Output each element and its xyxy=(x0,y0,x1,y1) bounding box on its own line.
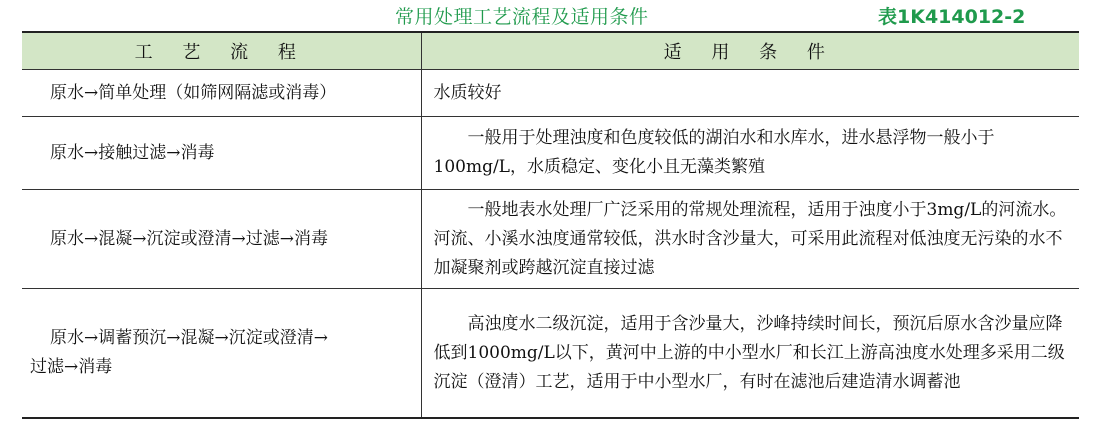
table-number: 表1K414012-2 xyxy=(878,6,1026,28)
header-process: 工 艺 流 程 xyxy=(22,32,421,70)
table-row xyxy=(22,117,1079,190)
condition-cell: 一般用于处理浊度和色度较低的湖泊水和水库水，进水悬浮物一般小于100mg/L，水质稳定、变化小且无藻类繁殖 xyxy=(421,117,1079,190)
table-row xyxy=(22,70,1079,117)
condition-cell: 水质较好 xyxy=(421,70,1079,117)
process-cell: 原水→简单处理（如筛网隔滤或消毒） xyxy=(22,70,421,117)
table-title: 常用处理工艺流程及适用条件 xyxy=(395,6,649,28)
process-line: 原水→调蓄预沉→混凝→沉淀或澄清→ xyxy=(50,328,328,348)
table-caption xyxy=(0,0,1100,30)
table-row xyxy=(22,289,1079,419)
table-row xyxy=(22,190,1079,289)
header-row xyxy=(22,32,1079,70)
process-cell: 原水→接触过滤→消毒 xyxy=(22,117,421,190)
process-cell: 原水→混凝→沉淀或澄清→过滤→消毒 xyxy=(22,190,421,289)
condition-cell: 一般地表水处理厂广泛采用的常规处理流程，适用于浊度小于3mg/L的河流水。河流、小溪水浊度通常较低，洪水时含沙量大，可采用此流程对低浊度无污染的水不加凝聚剂或跨越沉淀直接过滤 xyxy=(421,190,1079,289)
process-table xyxy=(22,31,1079,419)
process-cell xyxy=(22,289,421,419)
condition-cell: 高浊度水二级沉淀，适用于含沙量大，沙峰持续时间长，预沉后原水含沙量应降低到1000mg/L以下，黄河中上游的中小型水厂和长江上游高浊度水处理多采用二级沉淀（澄清）工艺，适用于中小型水厂，有时在滤池后建造清水调蓄池 xyxy=(421,289,1079,419)
process-line: 过滤→消毒 xyxy=(30,357,113,377)
header-condition: 适 用 条 件 xyxy=(421,32,1079,70)
